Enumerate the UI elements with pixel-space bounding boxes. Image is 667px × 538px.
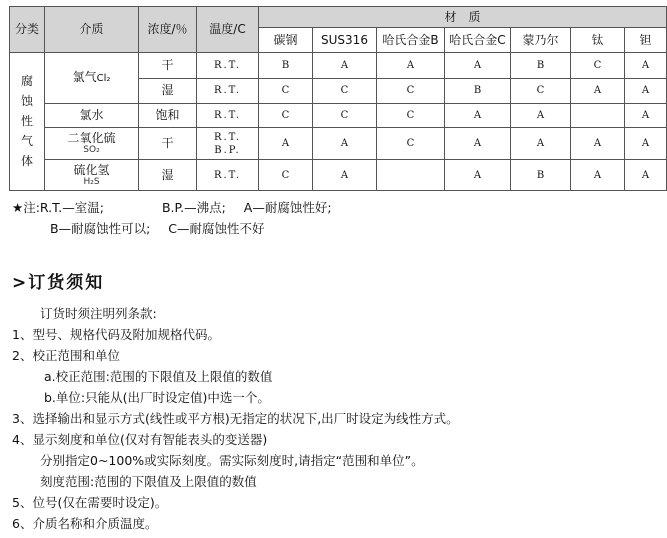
category-cell — [10, 52, 45, 190]
medium-cell — [45, 127, 139, 160]
grade-cell: A — [625, 160, 667, 191]
medium-name: 氯气 — [72, 69, 97, 84]
note-c: C—耐腐蚀性不好 — [168, 221, 265, 236]
grade-cell: A — [511, 127, 571, 160]
order-item: 4、显示刻度和单位(仅对有智能表头的变送器) — [12, 432, 268, 447]
concentration-cell: 湿 — [139, 79, 197, 103]
grade-cell: C — [377, 103, 445, 127]
order-item: 1、型号、规格代码及附加规格代码。 — [12, 327, 220, 342]
grade-cell: A — [571, 160, 625, 191]
medium-formula: SO₂ — [83, 145, 100, 156]
grade-cell — [571, 103, 625, 127]
temperature-cell: R.T. — [197, 79, 259, 103]
table-notes — [12, 197, 332, 239]
grade-cell: B — [511, 52, 571, 78]
grade-cell: A — [259, 127, 313, 160]
medium-formula: H₂S — [83, 176, 100, 187]
order-item: 3、选择输出和显示方式(线性或平方根)无指定的状况下,出厂时设定为线性方式。 — [12, 411, 459, 426]
header-temperature: 温度/C — [197, 7, 259, 53]
section-heading: >订货须知 — [12, 273, 105, 293]
grade-cell — [377, 160, 445, 191]
medium-cell — [45, 52, 139, 103]
grade-cell: A — [625, 127, 667, 160]
grade-cell: A — [625, 52, 667, 78]
order-instructions — [12, 303, 459, 534]
header-concentration: 浓度/％ — [139, 7, 197, 53]
category-char: 气 — [20, 134, 33, 149]
note-b: B—耐腐蚀性可以; — [50, 221, 151, 236]
order-intro: 订货时须注明列条款: — [40, 306, 157, 321]
concentration-cell: 饱和 — [139, 103, 197, 127]
category-char: 蚀 — [20, 94, 33, 109]
note-bp: B.P.—沸点; — [161, 200, 226, 215]
temperature-cell: R.T. — [197, 160, 259, 191]
order-subitem: 分别指定0~100%或实际刻度。需实际刻度时,请指定“范围和单位”。 — [40, 453, 424, 468]
grade-cell: C — [571, 52, 625, 78]
grade-cell: C — [377, 127, 445, 160]
grade-cell: C — [511, 79, 571, 103]
grade-cell: A — [313, 160, 377, 191]
temperature-cell: R.T. — [197, 52, 259, 78]
order-item: 2、校正范围和单位 — [12, 348, 120, 363]
medium-cell — [45, 160, 139, 191]
grade-cell: A — [445, 103, 511, 127]
order-subitem: b.单位:只能从(出厂时设定值)中选一个。 — [44, 390, 270, 405]
concentration-cell: 干 — [139, 127, 197, 160]
corrosion-table — [9, 6, 667, 191]
note-rt: ★注:R.T.—室温; — [12, 200, 104, 215]
header-material: 哈氏合金B — [377, 28, 445, 52]
concentration-cell: 干 — [139, 52, 197, 78]
order-item: 5、位号(仅在需要时设定)。 — [12, 495, 168, 510]
grade-cell: B — [259, 52, 313, 78]
temperature-cell — [197, 127, 259, 160]
grade-cell: C — [259, 160, 313, 191]
grade-cell: A — [571, 79, 625, 103]
note-a: A—耐腐蚀性好; — [243, 200, 332, 215]
grade-cell: A — [445, 160, 511, 191]
notes-line-2 — [12, 218, 332, 239]
grade-cell: A — [377, 52, 445, 78]
order-subitem: 刻度范围:范围的下限值及上限值的数值 — [40, 474, 257, 489]
medium-formula: Cl₂ — [96, 72, 111, 84]
medium-name: 硫化氢 — [73, 162, 110, 177]
grade-cell: C — [259, 79, 313, 103]
header-material: 蒙乃尔 — [511, 28, 571, 52]
grade-cell: C — [313, 103, 377, 127]
grade-cell: B — [511, 160, 571, 191]
order-subitem: a.校正范围:范围的下限值及上限值的数值 — [44, 369, 273, 384]
grade-cell: C — [259, 103, 313, 127]
grade-cell: A — [625, 103, 667, 127]
medium-cell: 氯水 — [45, 103, 139, 127]
grade-cell: A — [511, 103, 571, 127]
temperature-value: B.P. — [214, 144, 241, 156]
temperature-value: R.T. — [213, 131, 242, 143]
header-medium: 介质 — [45, 7, 139, 53]
header-material: 哈氏合金C — [445, 28, 511, 52]
category-char: 腐 — [20, 74, 33, 89]
medium-name: 二氧化硫 — [67, 131, 116, 146]
header-category: 分类 — [10, 7, 45, 53]
category-char: 体 — [20, 154, 33, 169]
grade-cell: A — [625, 79, 667, 103]
header-material: SUS316 — [313, 28, 377, 52]
grade-cell: A — [445, 127, 511, 160]
category-char: 性 — [20, 114, 33, 129]
grade-cell: B — [445, 79, 511, 103]
grade-cell: A — [571, 127, 625, 160]
grade-cell: A — [445, 52, 511, 78]
concentration-cell: 湿 — [139, 160, 197, 191]
header-material: 钽 — [625, 28, 667, 52]
header-material: 碳钢 — [259, 28, 313, 52]
grade-cell: A — [313, 52, 377, 78]
temperature-cell: R.T. — [197, 103, 259, 127]
header-materials-group: 材 质 — [259, 7, 667, 28]
grade-cell: C — [313, 79, 377, 103]
grade-cell: C — [377, 79, 445, 103]
notes-line-1 — [12, 197, 332, 218]
order-item: 6、介质名称和介质温度。 — [12, 516, 158, 531]
grade-cell: A — [313, 127, 377, 160]
header-material: 钛 — [571, 28, 625, 52]
